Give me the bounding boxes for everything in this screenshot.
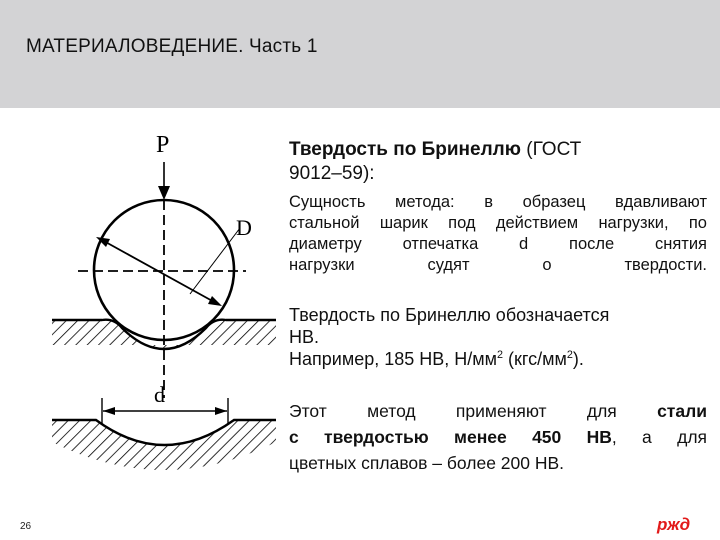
essence-line: диаметру отпечатка d после снятия xyxy=(289,235,707,253)
method-line: цветных сплавов – более 200 HB. xyxy=(289,453,565,473)
example-line: Например, 185 HB, $Н/мм^2$ $(кгс/мм^2)$. xyxy=(289,349,584,369)
imprint-diameter-label: d xyxy=(154,382,165,407)
imprint-diagram xyxy=(52,382,276,470)
method-paragraph xyxy=(289,398,707,476)
designation-line: Твердость по Бринеллю обозначается xyxy=(289,305,610,325)
essence-line: Сущность метода: в образец вдавливают xyxy=(289,193,707,211)
rzd-logo xyxy=(655,512,705,534)
heading-bold: Твердость по Бринеллю xyxy=(289,139,521,160)
page-number: 26 xyxy=(20,521,32,532)
rzd-logo-text: ржд xyxy=(657,515,691,534)
method-line: с твердостью менее 450 HB, а для xyxy=(289,427,708,447)
essence-paragraph xyxy=(289,192,707,276)
slide-title: МАТЕРИАЛОВЕДЕНИЕ. Часть 1 xyxy=(26,36,318,57)
essence-line: стальной шарик под действием нагрузки, по xyxy=(289,214,707,232)
content-column xyxy=(289,138,707,476)
essence-line: нагрузки судят о твердости. xyxy=(289,256,707,274)
diameter-label: D xyxy=(236,215,252,240)
method-line: Этот метод применяют для стали xyxy=(289,401,707,421)
force-arrow xyxy=(158,162,170,200)
brinell-diagram xyxy=(40,120,290,510)
heading-rest-2: 9012–59): xyxy=(289,163,375,184)
heading-rest-1: (ГОСТ xyxy=(520,139,582,160)
section-heading xyxy=(289,138,707,186)
slide-header xyxy=(0,0,720,108)
force-label: P xyxy=(156,132,170,158)
designation-line: HB. xyxy=(289,327,320,347)
designation-paragraph xyxy=(289,304,707,370)
